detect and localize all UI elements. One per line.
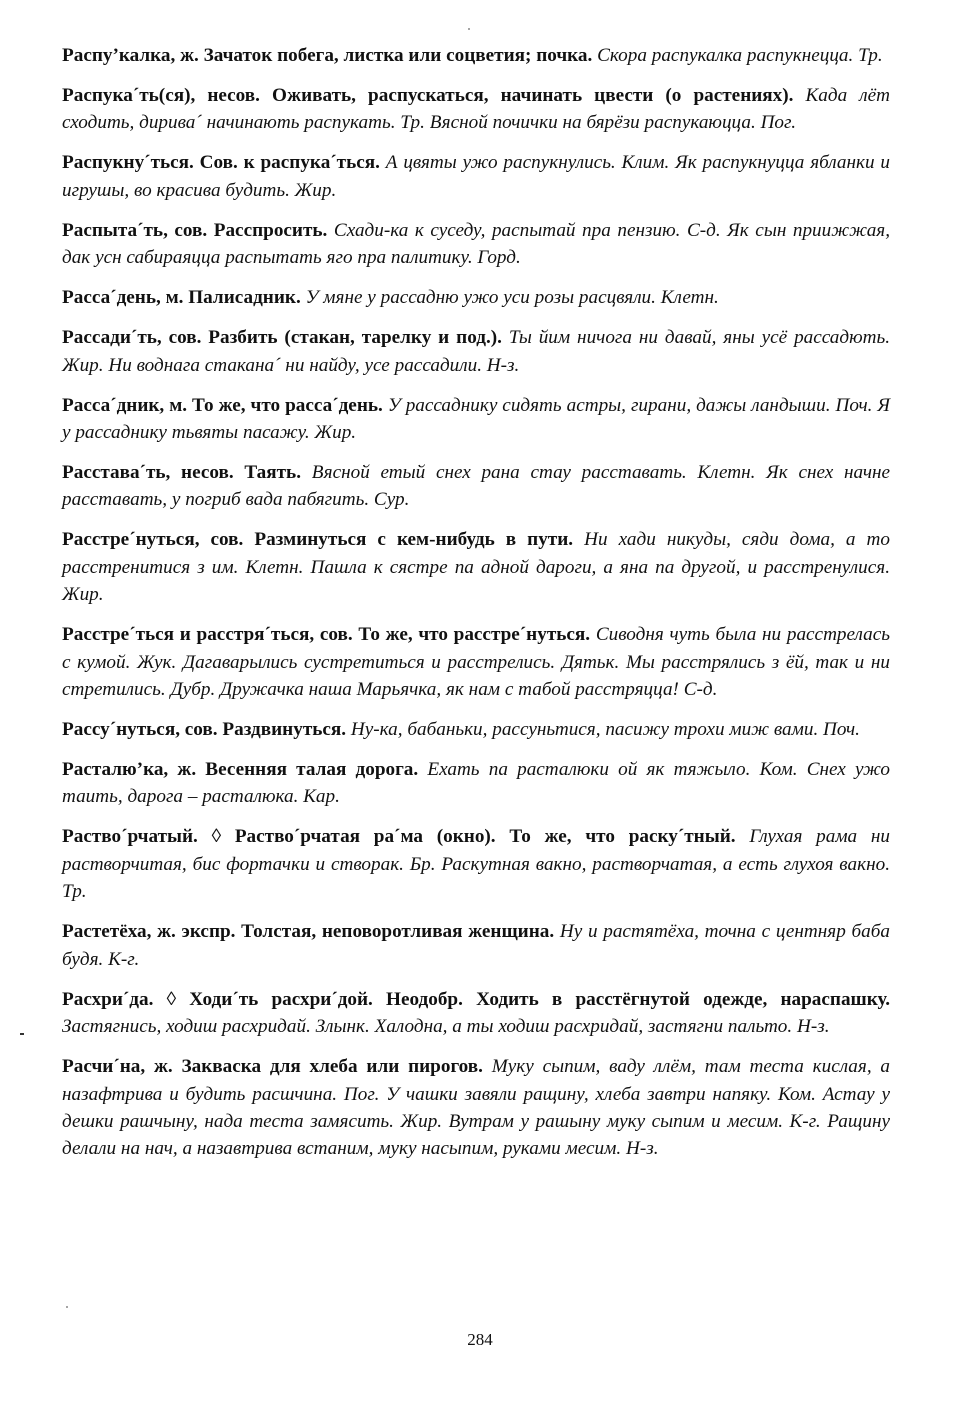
entry-example: У мяне у рассадню ужо уси розы расцвяли. Клетн. xyxy=(305,287,719,309)
entry-example: Ну и растятёха, точна с центняр баба будя. К-г. xyxy=(62,921,890,970)
dictionary-entry xyxy=(62,756,890,811)
entry-headword: Рассу´нуться, сов. Раздвинуться. xyxy=(62,719,347,741)
dictionary-entry xyxy=(62,716,890,743)
entry-example: Глухая рама ни растворчитая, бис фортачки и створак. Бр. Раскутная вакно, растворчатая, а есть глухоя вакно. Тр. xyxy=(62,826,891,903)
entry-example: Ну-ка, бабаньки, рассуньтися, пасижу трохи миж вами. Поч. xyxy=(350,719,860,741)
entry-example: У рассаднику сидять астры, гирани, дажы ландыши. Поч. Я у рассаднику тьвяты пасажу. Жир. xyxy=(62,394,890,444)
dictionary-entry xyxy=(62,324,890,379)
dictionary-entry xyxy=(62,42,890,69)
entry-headword: Распукну´ться. Сов. к распука´ться. xyxy=(62,152,380,174)
dictionary-entry xyxy=(62,217,890,272)
entry-headword: Расхри´да. ◊ Ходи´ть расхри´дой. Неодобр. Ходить в расстёгнутой одежде, нараспашку. xyxy=(62,988,890,1010)
dictionary-entry xyxy=(62,284,890,311)
entry-example: Застягнись, ходиш расхридай. Злынк. Халодна, а ты ходиш расхридай, застягни пальто. Н-з. xyxy=(62,1016,830,1038)
entry-headword: Рассади´ть, сов. Разбить (стакан, тарелку и под.). xyxy=(62,327,502,349)
dictionary-entry xyxy=(62,1053,890,1163)
dictionary-entry xyxy=(62,918,890,973)
entry-example: Вясной етый снех рана стау расставать. Клетн. Як снех начне расставать, у погриб вада пабягить. Сур. xyxy=(62,462,891,511)
entry-headword: Распыта´ть, сов. Расспросить. xyxy=(62,219,328,241)
dictionary-entry xyxy=(62,621,890,703)
margin-mark xyxy=(20,1033,24,1035)
entry-headword: Расталю’ка, ж. Весенняя талая дорога. xyxy=(62,759,419,781)
entry-example: Сиводня чуть была ни расстрелась с кумой. Жук. Дагаварылись сустретиться и расстрелись. Дятьк. Мы расстрялись з ёй, так и ни стретились. Дубр. Дружачка наша Марьячка, як нам с табой расстряцца! С-д. xyxy=(62,624,890,701)
entry-headword: Расчи´на, ж. Закваска для хлеба или пирогов. xyxy=(62,1056,483,1078)
entry-headword: Расстава´ть, несов. Таять. xyxy=(62,462,301,484)
entry-headword: Расстре´нуться, сов. Разминуться с кем-нибудь в пути. xyxy=(62,529,574,551)
dictionary-entry xyxy=(62,392,890,447)
entry-example: Схади-ка к суседу, распытай пра пензию. С-д. Як сын приижжая, дак усн сабираяцца распытать яго пра палитику. Горд. xyxy=(62,219,891,269)
entry-example: Када лёт сходить, дирива´ начинають распукать. Тр. Вясной почички на бярёзи распукаюцца. Пог. xyxy=(62,85,890,134)
dictionary-entry xyxy=(62,82,890,137)
dictionary-page xyxy=(62,42,890,1175)
entry-example: Ни хади никуды, сяди дома, а то расстренитися з им. Клетн. Пашла к сястре па адной дароги, а яна па другой, и расстренулися. Жир. xyxy=(62,529,891,606)
dictionary-entry xyxy=(62,986,890,1041)
entry-headword: Распу’калка, ж. Зачаток побега, листка или соцветия; почка. xyxy=(62,45,593,66)
dictionary-entry xyxy=(62,149,890,204)
dictionary-entry xyxy=(62,526,890,608)
entry-headword: Распука´ть(ся), несов. Оживать, распускаться, начинать цвести (о растениях). xyxy=(62,85,794,106)
entry-example: Ехать па расталюки ой як тяжыло. Ком. Снех ужо таить, дарога – расталюка. Кар. xyxy=(62,759,890,808)
scan-speck xyxy=(66,1306,68,1308)
dictionary-entry xyxy=(62,823,890,905)
entry-example: А цвяты ужо распукнулись. Клим. Як распукнуцца ябланки и игрушы, во красива будить. Жир. xyxy=(62,152,890,201)
dictionary-entry xyxy=(62,459,890,514)
entry-headword: Расса´день, м. Палисадник. xyxy=(62,287,301,309)
scan-speck xyxy=(468,28,470,30)
entry-example: Скора распукалка распукнеццa. Тр. xyxy=(597,45,883,66)
entry-example: Ты йим ничога ни давай, яны усё рассадють. Жир. Ни воднага стакана´ ни найду, усе рассадили. Н-з. xyxy=(62,327,891,376)
entry-headword: Расса´дник, м. То же, что расса´день. xyxy=(62,394,383,416)
page-number: 284 xyxy=(467,1330,493,1349)
entry-example: Муку сыпим, ваду ллём, там теста кислая, а назафтрива и будить расшчина. Пог. У чашки завяли ращину, хлеба завтри напяку. Ком. Астау у дешки рашчыну, нада теста замясить. Жир. Вутрам у рашыну муку сыпим и месим. К-г. Ращину делали на нач, а назавтрива встаним, муку насыпим, руками месим. Н-з. xyxy=(62,1056,891,1160)
entry-headword: Расстре´ться и расстря´ться, сов. То же, что расстре´нуться. xyxy=(62,624,591,646)
entry-headword: Раство´рчатый. ◊ Раство´рчатая ра´ма (окно). То же, что раску´тный. xyxy=(62,826,736,848)
entry-headword: Растетёха, ж. экспр. Толстая, неповоротливая женщина. xyxy=(62,921,555,943)
